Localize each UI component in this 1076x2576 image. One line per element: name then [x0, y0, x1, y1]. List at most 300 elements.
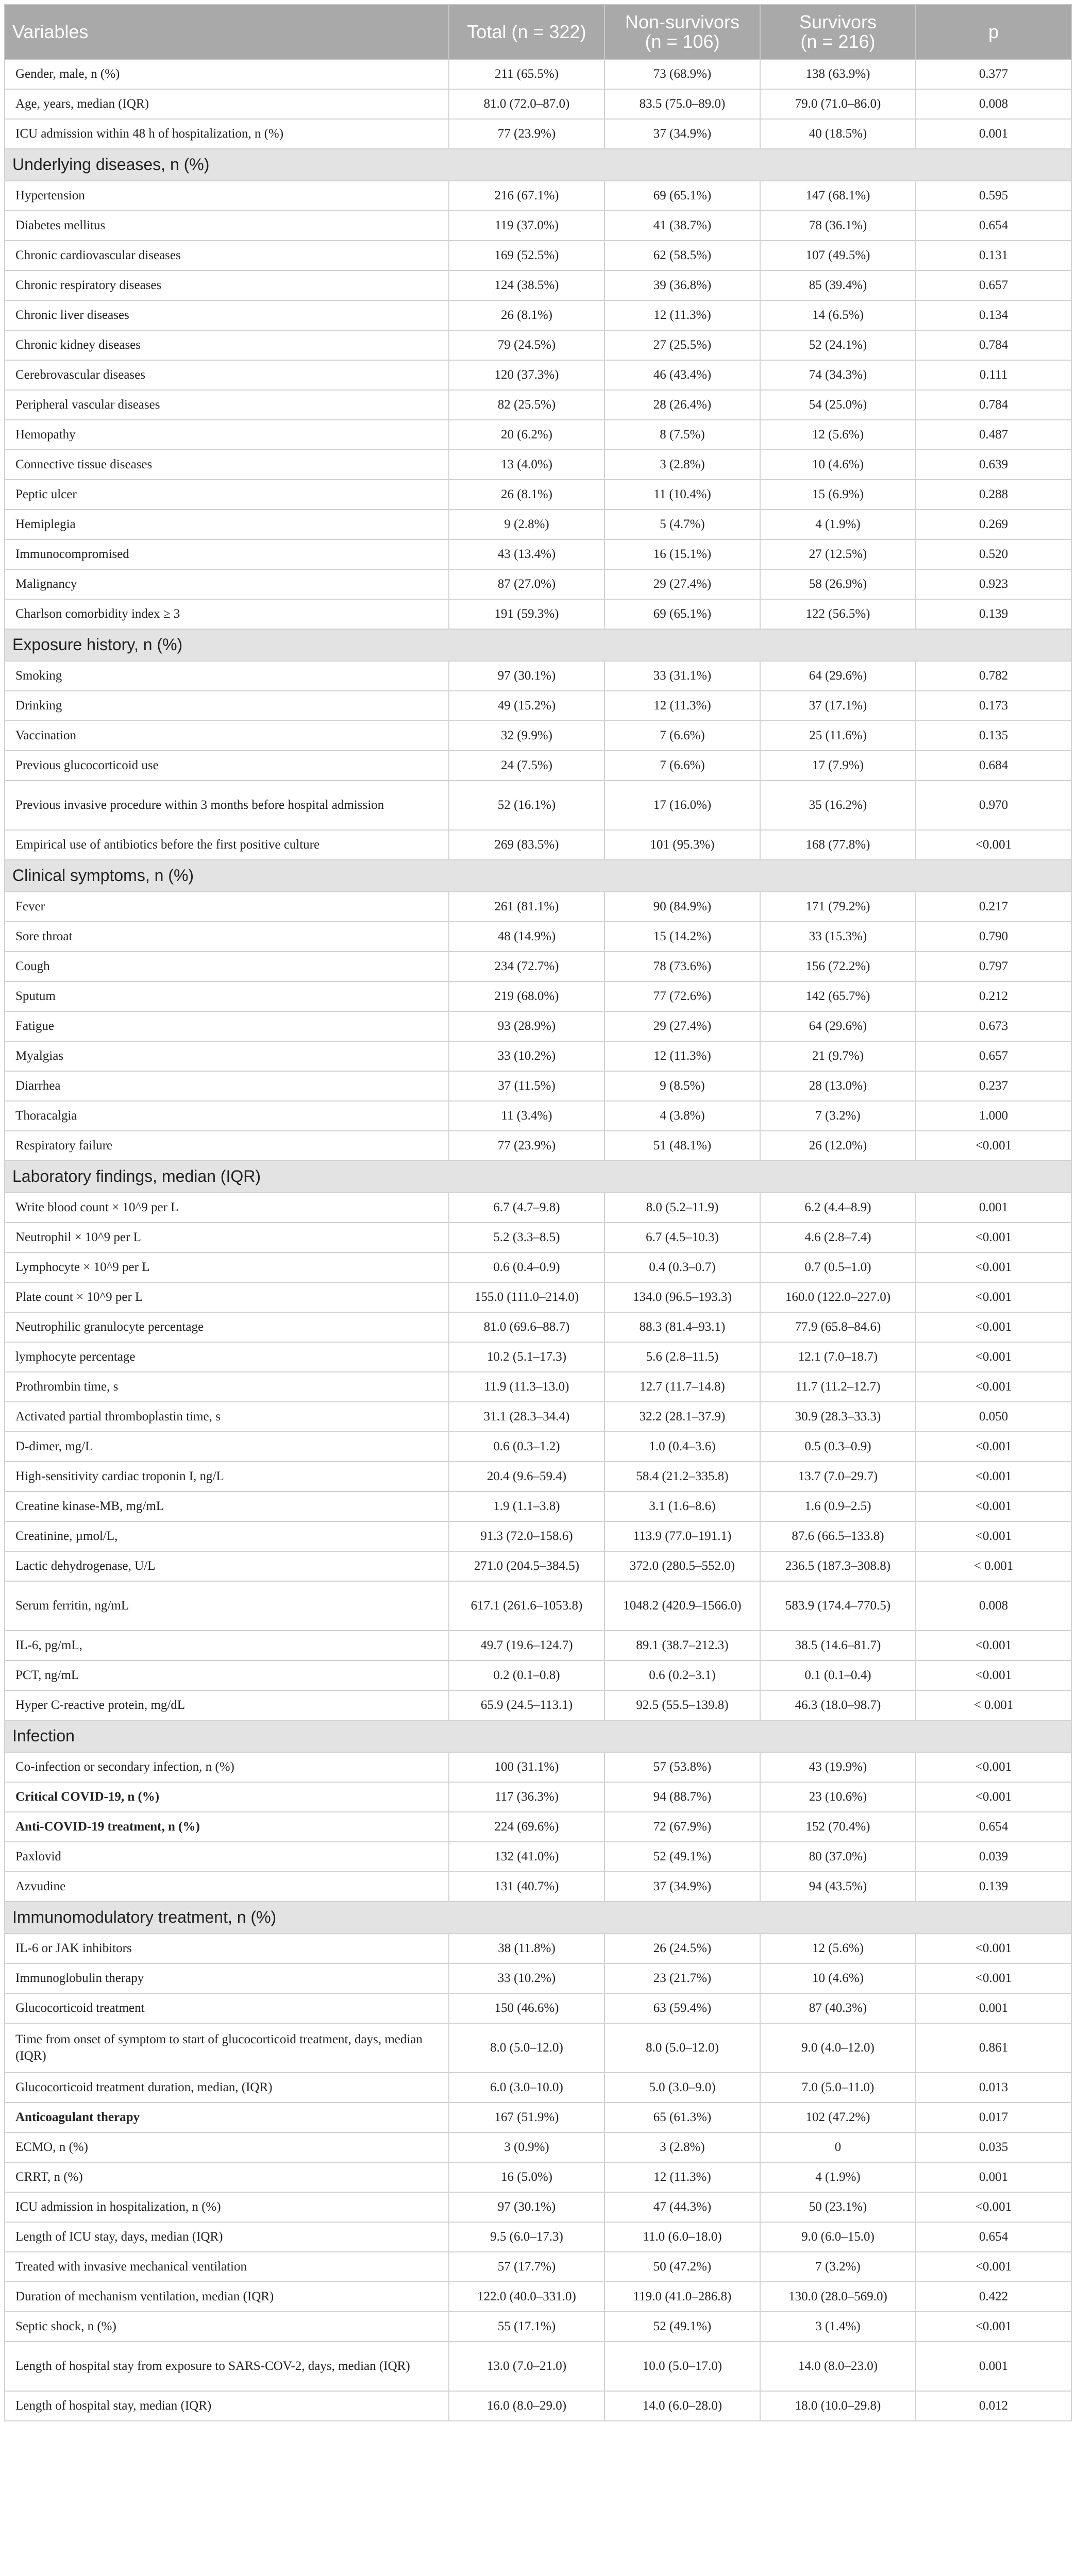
cell-survivors: 80 (37.0%): [760, 1842, 916, 1872]
table-row: [5, 981, 1071, 1011]
table-row: [5, 1041, 1071, 1071]
cell-total: 169 (52.5%): [449, 241, 604, 270]
header-non-survivors-label: Non-survivors: [625, 11, 740, 33]
cell-non-survivors: 12 (11.3%): [604, 2162, 760, 2192]
cell-p-value: < 0.001: [916, 1690, 1071, 1720]
cell-p-value: <0.001: [916, 2252, 1071, 2282]
cell-p-value: 0.217: [916, 892, 1071, 922]
cell-non-survivors: 372.0 (280.5–552.0): [604, 1551, 760, 1581]
cell-non-survivors: 10.0 (5.0–17.0): [604, 2342, 760, 2391]
cell-total: 97 (30.1%): [449, 661, 604, 691]
cell-survivors: 26 (12.0%): [760, 1131, 916, 1161]
cell-total: 0.6 (0.3–1.2): [449, 1432, 604, 1462]
cell-variable: Sputum: [5, 981, 449, 1011]
cell-p-value: 0.001: [916, 2162, 1071, 2192]
table-row: [5, 2162, 1071, 2192]
cell-survivors: 33 (15.3%): [760, 922, 916, 952]
cell-non-survivors: 78 (73.6%): [604, 952, 760, 981]
cell-non-survivors: 9 (8.5%): [604, 1071, 760, 1101]
cell-non-survivors: 89.1 (38.7–212.3): [604, 1631, 760, 1660]
cell-total: 211 (65.5%): [449, 59, 604, 89]
cell-total: 52 (16.1%): [449, 781, 604, 830]
cell-total: 81.0 (69.6–88.7): [449, 1312, 604, 1342]
cell-total: 8.0 (5.0–12.0): [449, 2023, 604, 2073]
cell-p-value: 0.212: [916, 981, 1071, 1011]
table-row: [5, 1131, 1071, 1161]
table-row: [5, 1011, 1071, 1041]
table-row: [5, 2023, 1071, 2073]
cell-non-survivors: 8 (7.5%): [604, 420, 760, 450]
cell-total: 155.0 (111.0–214.0): [449, 1282, 604, 1312]
cell-non-survivors: 77 (72.6%): [604, 981, 760, 1011]
cell-total: 20 (6.2%): [449, 420, 604, 450]
cell-variable: Time from onset of symptom to start of glucocorticoid treatment, days, median (IQR): [5, 2023, 449, 2073]
cell-total: 1.9 (1.1–3.8): [449, 1492, 604, 1521]
cell-p-value: 0.684: [916, 751, 1071, 781]
table-row: [5, 450, 1071, 480]
cell-p-value: <0.001: [916, 1432, 1071, 1462]
cell-p-value: <0.001: [916, 1252, 1071, 1282]
cell-survivors: 10 (4.6%): [760, 450, 916, 480]
cell-survivors: 35 (16.2%): [760, 781, 916, 830]
cell-variable: Prothrombin time, s: [5, 1372, 449, 1402]
cell-variable: Septic shock, n (%): [5, 2312, 449, 2342]
cell-total: 0.2 (0.1–0.8): [449, 1660, 604, 1690]
table-row: [5, 599, 1071, 629]
cell-non-survivors: 0.4 (0.3–0.7): [604, 1252, 760, 1282]
cell-survivors: 37 (17.1%): [760, 691, 916, 721]
cell-survivors: 85 (39.4%): [760, 270, 916, 300]
cell-p-value: 0.861: [916, 2023, 1071, 2073]
cell-total: 191 (59.3%): [449, 599, 604, 629]
cell-survivors: 107 (49.5%): [760, 241, 916, 270]
cell-variable: Empirical use of antibiotics before the first positive culture: [5, 830, 449, 860]
table-row: [5, 661, 1071, 691]
cell-total: 79 (24.5%): [449, 330, 604, 360]
cell-p-value: 0.784: [916, 390, 1071, 420]
cell-survivors: 7 (3.2%): [760, 1101, 916, 1131]
table-row: [5, 721, 1071, 751]
table-row: [5, 1312, 1071, 1342]
cell-p-value: <0.001: [916, 2312, 1071, 2342]
table-row: [5, 2282, 1071, 2312]
cell-variable: Lactic dehydrogenase, U/L: [5, 1551, 449, 1581]
cell-variable: Smoking: [5, 661, 449, 691]
cell-total: 49.7 (19.6–124.7): [449, 1631, 604, 1660]
cell-variable: Co-infection or secondary infection, n (%): [5, 1752, 449, 1782]
section-header-row: [5, 1161, 1071, 1193]
cell-non-survivors: 27 (25.5%): [604, 330, 760, 360]
cell-variable: ICU admission within 48 h of hospitalization, n (%): [5, 119, 449, 149]
cell-p-value: 0.001: [916, 119, 1071, 149]
table-row: [5, 270, 1071, 300]
table-row: [5, 1282, 1071, 1312]
table-row: [5, 1690, 1071, 1720]
cell-survivors: 12 (5.6%): [760, 420, 916, 450]
section-header-row: [5, 1902, 1071, 1934]
cell-survivors: 147 (68.1%): [760, 181, 916, 211]
cell-p-value: <0.001: [916, 1492, 1071, 1521]
cell-non-survivors: 47 (44.3%): [604, 2192, 760, 2222]
section-title: Underlying diseases, n (%): [5, 149, 1071, 181]
cell-variable: Anti-COVID-19 treatment, n (%): [5, 1812, 449, 1842]
cell-p-value: 0.288: [916, 480, 1071, 510]
baseline-characteristics-table: [4, 4, 1072, 2421]
cell-non-survivors: 37 (34.9%): [604, 1872, 760, 1902]
cell-non-survivors: 3 (2.8%): [604, 450, 760, 480]
table-row: [5, 1934, 1071, 1963]
table-row: [5, 1872, 1071, 1902]
cell-survivors: 14 (6.5%): [760, 300, 916, 330]
cell-survivors: 122 (56.5%): [760, 599, 916, 629]
cell-survivors: 1.6 (0.9–2.5): [760, 1492, 916, 1521]
cell-non-survivors: 83.5 (75.0–89.0): [604, 89, 760, 119]
table-row: [5, 1782, 1071, 1812]
cell-p-value: 0.797: [916, 952, 1071, 981]
header-survivors: [760, 5, 916, 59]
cell-non-survivors: 23 (21.7%): [604, 1963, 760, 1993]
section-title: Infection: [5, 1720, 1071, 1752]
cell-non-survivors: 101 (95.3%): [604, 830, 760, 860]
cell-total: 38 (11.8%): [449, 1934, 604, 1963]
cell-p-value: 0.001: [916, 1993, 1071, 2023]
cell-variable: Hypertension: [5, 181, 449, 211]
cell-total: 55 (17.1%): [449, 2312, 604, 2342]
cell-total: 16 (5.0%): [449, 2162, 604, 2192]
table-row: [5, 2222, 1071, 2252]
cell-non-survivors: 5.6 (2.8–11.5): [604, 1342, 760, 1372]
cell-non-survivors: 57 (53.8%): [604, 1752, 760, 1782]
cell-non-survivors: 32.2 (28.1–37.9): [604, 1402, 760, 1432]
table-row: [5, 952, 1071, 981]
cell-p-value: < 0.001: [916, 1551, 1071, 1581]
cell-total: 224 (69.6%): [449, 1812, 604, 1842]
cell-variable: Neutrophilic granulocyte percentage: [5, 1312, 449, 1342]
table-row: [5, 751, 1071, 781]
cell-total: 11.9 (11.3–13.0): [449, 1372, 604, 1402]
table-row: [5, 892, 1071, 922]
cell-p-value: 0.923: [916, 569, 1071, 599]
cell-total: 100 (31.1%): [449, 1752, 604, 1782]
cell-variable: Azvudine: [5, 1872, 449, 1902]
table-row: [5, 1223, 1071, 1252]
table-row: [5, 360, 1071, 390]
table-row: [5, 1993, 1071, 2023]
cell-variable: Peptic ulcer: [5, 480, 449, 510]
cell-survivors: 54 (25.0%): [760, 390, 916, 420]
cell-variable: Plate count × 10^9 per L: [5, 1282, 449, 1312]
cell-total: 87 (27.0%): [449, 569, 604, 599]
table-row: [5, 330, 1071, 360]
cell-survivors: 28 (13.0%): [760, 1071, 916, 1101]
cell-survivors: 3 (1.4%): [760, 2312, 916, 2342]
cell-survivors: 4 (1.9%): [760, 510, 916, 539]
cell-non-survivors: 12 (11.3%): [604, 300, 760, 330]
cell-total: 91.3 (72.0–158.6): [449, 1521, 604, 1551]
cell-p-value: 0.657: [916, 1041, 1071, 1071]
section-header-row: [5, 860, 1071, 892]
cell-variable: Sore throat: [5, 922, 449, 952]
cell-survivors: 13.7 (7.0–29.7): [760, 1462, 916, 1492]
cell-p-value: 0.012: [916, 2391, 1071, 2421]
cell-total: 219 (68.0%): [449, 981, 604, 1011]
section-title: Laboratory findings, median (IQR): [5, 1161, 1071, 1193]
cell-total: 13.0 (7.0–21.0): [449, 2342, 604, 2391]
cell-non-survivors: 12 (11.3%): [604, 1041, 760, 1071]
cell-survivors: 87.6 (66.5–133.8): [760, 1521, 916, 1551]
table-row: [5, 691, 1071, 721]
cell-variable: Paxlovid: [5, 1842, 449, 1872]
cell-non-survivors: 90 (84.9%): [604, 892, 760, 922]
cell-survivors: 46.3 (18.0–98.7): [760, 1690, 916, 1720]
cell-non-survivors: 65 (61.3%): [604, 2103, 760, 2132]
cell-survivors: 102 (47.2%): [760, 2103, 916, 2132]
table-row: [5, 1752, 1071, 1782]
header-survivors-label: Survivors: [799, 11, 877, 33]
cell-p-value: <0.001: [916, 1223, 1071, 1252]
cell-non-survivors: 92.5 (55.5–139.8): [604, 1690, 760, 1720]
cell-survivors: 78 (36.1%): [760, 211, 916, 241]
cell-non-survivors: 94 (88.7%): [604, 1782, 760, 1812]
cell-p-value: <0.001: [916, 1372, 1071, 1402]
cell-survivors: 0.5 (0.3–0.9): [760, 1432, 916, 1462]
cell-non-survivors: 11.0 (6.0–18.0): [604, 2222, 760, 2252]
table-row: [5, 2342, 1071, 2391]
cell-non-survivors: 33 (31.1%): [604, 661, 760, 691]
cell-p-value: <0.001: [916, 1282, 1071, 1312]
cell-non-survivors: 63 (59.4%): [604, 1993, 760, 2023]
cell-variable: Neutrophil × 10^9 per L: [5, 1223, 449, 1252]
cell-non-survivors: 58.4 (21.2–335.8): [604, 1462, 760, 1492]
cell-total: 77 (23.9%): [449, 119, 604, 149]
cell-total: 216 (67.1%): [449, 181, 604, 211]
cell-survivors: 6.2 (4.4–8.9): [760, 1193, 916, 1223]
cell-non-survivors: 12 (11.3%): [604, 691, 760, 721]
cell-variable: Connective tissue diseases: [5, 450, 449, 480]
table-row: [5, 1581, 1071, 1631]
table-row: [5, 830, 1071, 860]
cell-survivors: 160.0 (122.0–227.0): [760, 1282, 916, 1312]
cell-non-survivors: 0.6 (0.2–3.1): [604, 1660, 760, 1690]
cell-p-value: 0.269: [916, 510, 1071, 539]
cell-survivors: 11.7 (11.2–12.7): [760, 1372, 916, 1402]
cell-non-survivors: 14.0 (6.0–28.0): [604, 2391, 760, 2421]
cell-non-survivors: 134.0 (96.5–193.3): [604, 1282, 760, 1312]
cell-variable: Length of hospital stay from exposure to SARS-COV-2, days, median (IQR): [5, 2342, 449, 2391]
cell-non-survivors: 12.7 (11.7–14.8): [604, 1372, 760, 1402]
cell-p-value: 0.134: [916, 300, 1071, 330]
table-row: [5, 2073, 1071, 2103]
cell-total: 32 (9.9%): [449, 721, 604, 751]
table-row: [5, 1551, 1071, 1581]
cell-non-survivors: 8.0 (5.0–12.0): [604, 2023, 760, 2073]
section-title: Clinical symptoms, n (%): [5, 860, 1071, 892]
table-row: [5, 1492, 1071, 1521]
cell-total: 6.0 (3.0–10.0): [449, 2073, 604, 2103]
cell-survivors: 50 (23.1%): [760, 2192, 916, 2222]
cell-non-survivors: 73 (68.9%): [604, 59, 760, 89]
cell-variable: Duration of mechanism ventilation, median (IQR): [5, 2282, 449, 2312]
cell-non-survivors: 7 (6.6%): [604, 721, 760, 751]
cell-p-value: 1.000: [916, 1101, 1071, 1131]
cell-variable: Age, years, median (IQR): [5, 89, 449, 119]
cell-p-value: 0.173: [916, 691, 1071, 721]
table-row: [5, 241, 1071, 270]
table-row: [5, 1660, 1071, 1690]
cell-survivors: 52 (24.1%): [760, 330, 916, 360]
cell-total: 77 (23.9%): [449, 1131, 604, 1161]
cell-variable: Charlson comorbidity index ≥ 3: [5, 599, 449, 629]
cell-non-survivors: 119.0 (41.0–286.8): [604, 2282, 760, 2312]
table-row: [5, 2312, 1071, 2342]
cell-non-survivors: 69 (65.1%): [604, 599, 760, 629]
cell-total: 117 (36.3%): [449, 1782, 604, 1812]
cell-variable: Immunocompromised: [5, 539, 449, 569]
header-non-survivors-n: (n = 106): [645, 31, 720, 52]
table-row: [5, 181, 1071, 211]
table-row: [5, 300, 1071, 330]
cell-non-survivors: 1048.2 (420.9–1566.0): [604, 1581, 760, 1631]
cell-variable: Glucocorticoid treatment duration, median, (IQR): [5, 2073, 449, 2103]
cell-variable: PCT, ng/mL: [5, 1660, 449, 1690]
cell-total: 9 (2.8%): [449, 510, 604, 539]
cell-non-survivors: 41 (38.7%): [604, 211, 760, 241]
cell-survivors: 156 (72.2%): [760, 952, 916, 981]
cell-p-value: 0.654: [916, 2222, 1071, 2252]
cell-total: 31.1 (28.3–34.4): [449, 1402, 604, 1432]
table-row: [5, 211, 1071, 241]
cell-total: 82 (25.5%): [449, 390, 604, 420]
cell-variable: Cough: [5, 952, 449, 981]
cell-variable: Chronic cardiovascular diseases: [5, 241, 449, 270]
cell-total: 261 (81.1%): [449, 892, 604, 922]
cell-p-value: 0.520: [916, 539, 1071, 569]
cell-total: 271.0 (204.5–384.5): [449, 1551, 604, 1581]
cell-survivors: 40 (18.5%): [760, 119, 916, 149]
cell-survivors: 64 (29.6%): [760, 1011, 916, 1041]
cell-survivors: 12 (5.6%): [760, 1934, 916, 1963]
cell-total: 13 (4.0%): [449, 450, 604, 480]
cell-total: 124 (38.5%): [449, 270, 604, 300]
cell-variable: lymphocyte percentage: [5, 1342, 449, 1372]
table-row: [5, 1193, 1071, 1223]
cell-survivors: 77.9 (65.8–84.6): [760, 1312, 916, 1342]
cell-variable: Chronic liver diseases: [5, 300, 449, 330]
cell-total: 81.0 (72.0–87.0): [449, 89, 604, 119]
cell-total: 234 (72.7%): [449, 952, 604, 981]
cell-survivors: 0.7 (0.5–1.0): [760, 1252, 916, 1282]
table-row: [5, 1842, 1071, 1872]
cell-non-survivors: 3.1 (1.6–8.6): [604, 1492, 760, 1521]
cell-survivors: 43 (19.9%): [760, 1752, 916, 1782]
table-row: [5, 1372, 1071, 1402]
cell-variable: Activated partial thromboplastin time, s: [5, 1402, 449, 1432]
cell-p-value: 0.139: [916, 1872, 1071, 1902]
cell-non-survivors: 29 (27.4%): [604, 569, 760, 599]
cell-variable: ECMO, n (%): [5, 2132, 449, 2162]
cell-variable: IL-6, pg/mL,: [5, 1631, 449, 1660]
cell-variable: Fever: [5, 892, 449, 922]
table-row: [5, 480, 1071, 510]
cell-total: 33 (10.2%): [449, 1041, 604, 1071]
cell-variable: Respiratory failure: [5, 1131, 449, 1161]
table-row: [5, 1963, 1071, 1993]
cell-non-survivors: 7 (6.6%): [604, 751, 760, 781]
cell-non-survivors: 8.0 (5.2–11.9): [604, 1193, 760, 1223]
cell-survivors: 30.9 (28.3–33.3): [760, 1402, 916, 1432]
cell-survivors: 7.0 (5.0–11.0): [760, 2073, 916, 2103]
cell-total: 37 (11.5%): [449, 1071, 604, 1101]
cell-variable: Creatinine, µmol/L,: [5, 1521, 449, 1551]
cell-variable: Chronic kidney diseases: [5, 330, 449, 360]
cell-p-value: <0.001: [916, 1660, 1071, 1690]
table-row: [5, 1071, 1071, 1101]
cell-non-survivors: 1.0 (0.4–3.6): [604, 1432, 760, 1462]
table-header: [5, 5, 1071, 59]
cell-total: 16.0 (8.0–29.0): [449, 2391, 604, 2421]
cell-p-value: <0.001: [916, 1782, 1071, 1812]
cell-p-value: 0.657: [916, 270, 1071, 300]
cell-p-value: <0.001: [916, 1963, 1071, 1993]
cell-non-survivors: 46 (43.4%): [604, 360, 760, 390]
cell-total: 5.2 (3.3–8.5): [449, 1223, 604, 1252]
cell-survivors: 7 (3.2%): [760, 2252, 916, 2282]
cell-variable: Anticoagulant therapy: [5, 2103, 449, 2132]
cell-p-value: 0.135: [916, 721, 1071, 751]
table-row: [5, 1342, 1071, 1372]
cell-survivors: 130.0 (28.0–569.0): [760, 2282, 916, 2312]
cell-variable: Hyper C-reactive protein, mg/dL: [5, 1690, 449, 1720]
table-row: [5, 2252, 1071, 2282]
cell-non-survivors: 50 (47.2%): [604, 2252, 760, 2282]
cell-survivors: 14.0 (8.0–23.0): [760, 2342, 916, 2391]
cell-total: 119 (37.0%): [449, 211, 604, 241]
cell-p-value: <0.001: [916, 1521, 1071, 1551]
cell-p-value: 0.422: [916, 2282, 1071, 2312]
cell-variable: Diarrhea: [5, 1071, 449, 1101]
cell-non-survivors: 11 (10.4%): [604, 480, 760, 510]
cell-p-value: 0.139: [916, 599, 1071, 629]
section-title: Immunomodulatory treatment, n (%): [5, 1902, 1071, 1934]
header-non-survivors: [604, 5, 760, 59]
cell-p-value: 0.639: [916, 450, 1071, 480]
cell-variable: Treated with invasive mechanical ventilation: [5, 2252, 449, 2282]
cell-survivors: 17 (7.9%): [760, 751, 916, 781]
cell-p-value: 0.008: [916, 89, 1071, 119]
section-header-row: [5, 149, 1071, 181]
table-row: [5, 1252, 1071, 1282]
cell-p-value: 0.039: [916, 1842, 1071, 1872]
cell-survivors: 152 (70.4%): [760, 1812, 916, 1842]
cell-total: 0.6 (0.4–0.9): [449, 1252, 604, 1282]
cell-p-value: <0.001: [916, 2192, 1071, 2222]
cell-total: 617.1 (261.6–1053.8): [449, 1581, 604, 1631]
cell-non-survivors: 39 (36.8%): [604, 270, 760, 300]
cell-non-survivors: 5.0 (3.0–9.0): [604, 2073, 760, 2103]
cell-non-survivors: 52 (49.1%): [604, 1842, 760, 1872]
cell-non-survivors: 16 (15.1%): [604, 539, 760, 569]
cell-variable: Write blood count × 10^9 per L: [5, 1193, 449, 1223]
table-row: [5, 2192, 1071, 2222]
cell-variable: Glucocorticoid treatment: [5, 1993, 449, 2023]
cell-survivors: 94 (43.5%): [760, 1872, 916, 1902]
cell-variable: Length of hospital stay, median (IQR): [5, 2391, 449, 2421]
cell-survivors: 0: [760, 2132, 916, 2162]
cell-variable: Chronic respiratory diseases: [5, 270, 449, 300]
cell-survivors: 23 (10.6%): [760, 1782, 916, 1812]
cell-survivors: 10 (4.6%): [760, 1963, 916, 1993]
cell-variable: Immunoglobulin therapy: [5, 1963, 449, 1993]
